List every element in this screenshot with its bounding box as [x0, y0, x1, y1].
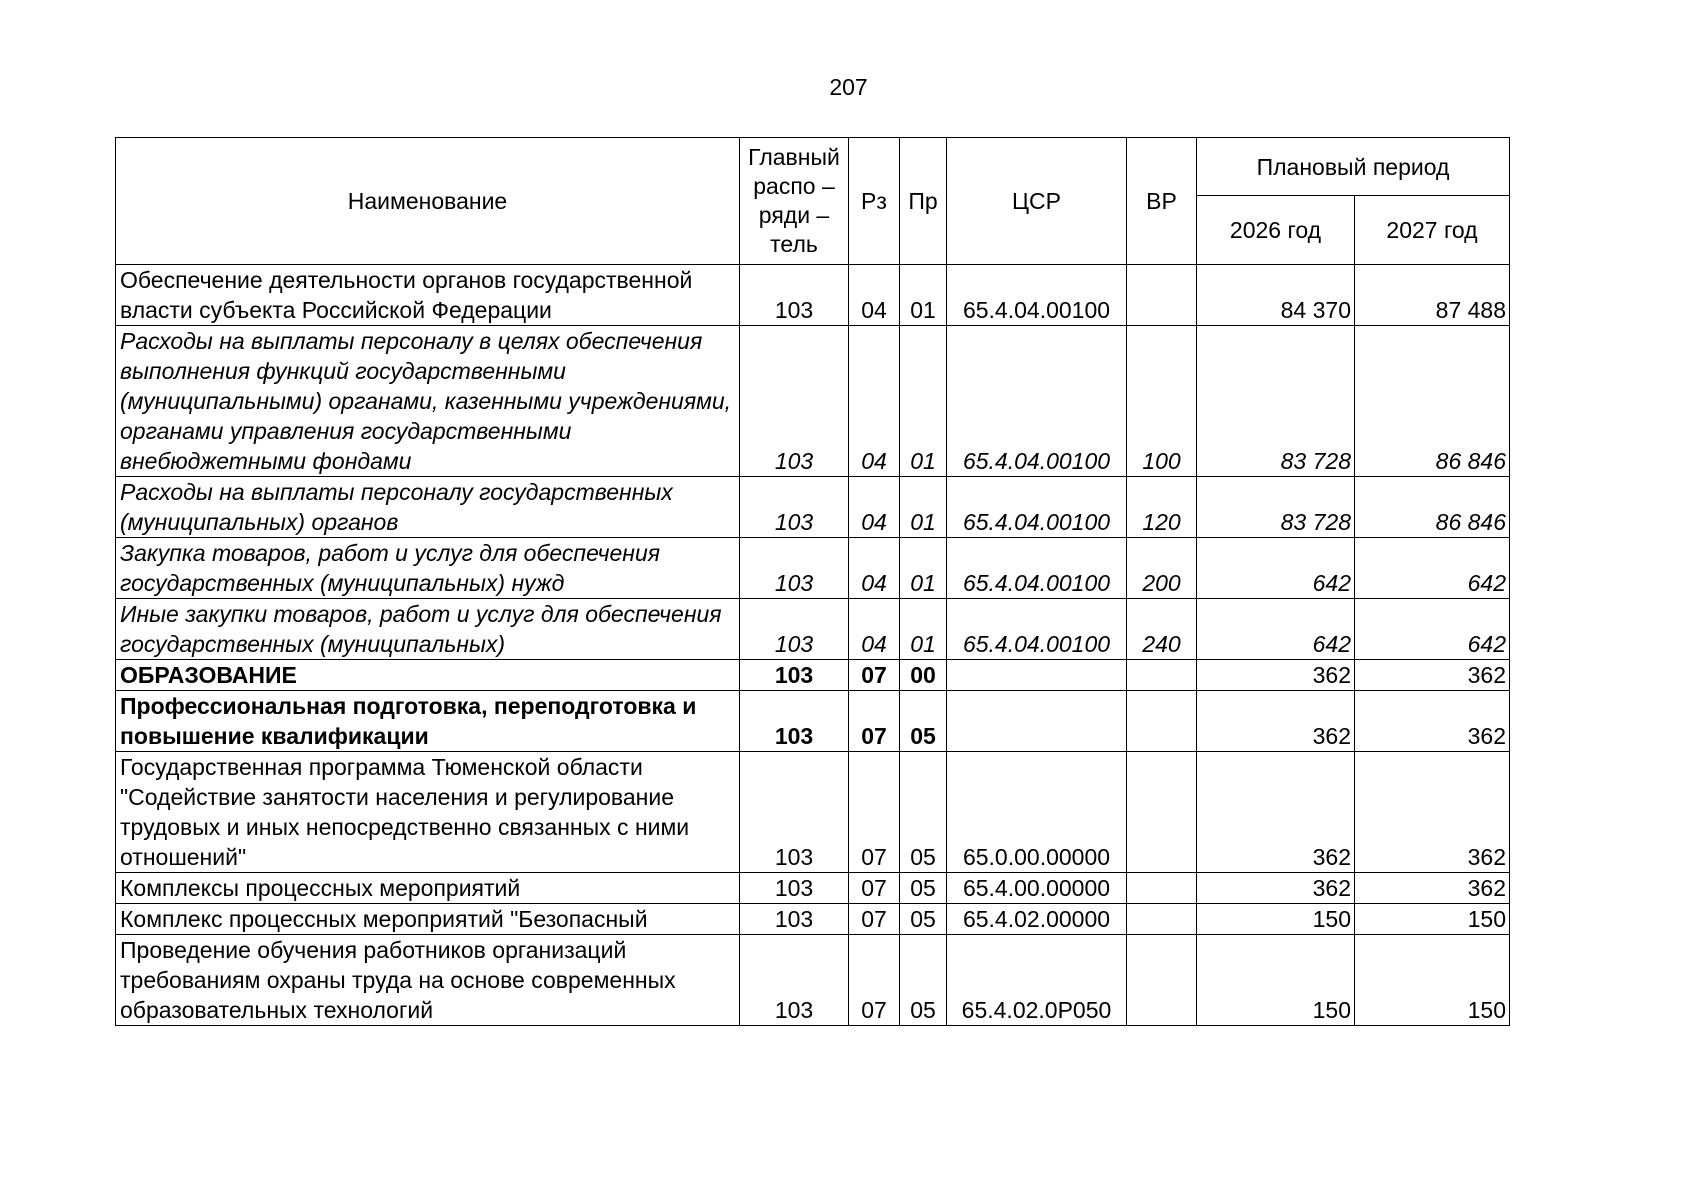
row-name: Закупка товаров, работ и услуг для обеспечения государственных (муниципальных) нужд	[116, 538, 740, 599]
row-rz: 07	[849, 660, 900, 691]
row-rz: 04	[849, 538, 900, 599]
row-name: Расходы на выплаты персоналу государственных (муниципальных) органов	[116, 477, 740, 538]
row-csr	[947, 691, 1127, 752]
row-vr	[1127, 935, 1197, 1026]
table-row	[116, 904, 1510, 935]
table-row	[116, 599, 1510, 660]
table-row	[116, 752, 1510, 873]
row-2027: 150	[1355, 935, 1510, 1026]
row-rz: 07	[849, 873, 900, 904]
row-2027: 642	[1355, 538, 1510, 599]
row-2027: 150	[1355, 904, 1510, 935]
header-vr: ВР	[1127, 138, 1197, 265]
row-csr: 65.4.04.00100	[947, 265, 1127, 326]
row-pr: 05	[900, 873, 947, 904]
row-grbs: 103	[740, 265, 849, 326]
row-vr	[1127, 265, 1197, 326]
header-name: Наименование	[116, 138, 740, 265]
header-csr: ЦСР	[947, 138, 1127, 265]
row-vr	[1127, 691, 1197, 752]
row-grbs: 103	[740, 873, 849, 904]
row-csr: 65.4.04.00100	[947, 477, 1127, 538]
header-main-manager: Главный распо – ряди – тель	[740, 138, 849, 265]
row-pr: 01	[900, 326, 947, 477]
row-grbs: 103	[740, 904, 849, 935]
row-csr	[947, 660, 1127, 691]
row-pr: 01	[900, 599, 947, 660]
table-row	[116, 538, 1510, 599]
row-2027: 642	[1355, 599, 1510, 660]
row-name: Профессиональная подготовка, переподготовка и повышение квалификации	[116, 691, 740, 752]
row-name: Обеспечение деятельности органов государственной власти субъекта Российской Федерации	[116, 265, 740, 326]
row-pr: 01	[900, 265, 947, 326]
row-vr: 200	[1127, 538, 1197, 599]
row-pr: 05	[900, 935, 947, 1026]
row-2027: 86 846	[1355, 477, 1510, 538]
row-grbs: 103	[740, 752, 849, 873]
row-vr	[1127, 660, 1197, 691]
row-2026: 362	[1197, 752, 1355, 873]
header-year-2027: 2027 год	[1355, 196, 1510, 265]
row-2026: 150	[1197, 904, 1355, 935]
table-row	[116, 265, 1510, 326]
row-grbs: 103	[740, 326, 849, 477]
row-grbs: 103	[740, 660, 849, 691]
row-pr: 05	[900, 691, 947, 752]
row-2026: 362	[1197, 660, 1355, 691]
table-row	[116, 873, 1510, 904]
row-vr: 100	[1127, 326, 1197, 477]
row-csr: 65.4.00.00000	[947, 873, 1127, 904]
row-2027: 86 846	[1355, 326, 1510, 477]
row-grbs: 103	[740, 599, 849, 660]
row-name: Комплексы процессных мероприятий	[116, 873, 740, 904]
row-2026: 83 728	[1197, 326, 1355, 477]
row-csr: 65.0.00.00000	[947, 752, 1127, 873]
row-2027: 87 488	[1355, 265, 1510, 326]
row-2027: 362	[1355, 691, 1510, 752]
row-vr	[1127, 873, 1197, 904]
row-2026: 362	[1197, 873, 1355, 904]
table-row	[116, 660, 1510, 691]
page-number: 207	[829, 74, 868, 100]
table-row	[116, 691, 1510, 752]
header-year-2026: 2026 год	[1197, 196, 1355, 265]
row-grbs: 103	[740, 691, 849, 752]
row-rz: 04	[849, 477, 900, 538]
row-2027: 362	[1355, 752, 1510, 873]
header-planned-period: Плановый период	[1197, 138, 1510, 196]
row-rz: 07	[849, 904, 900, 935]
row-grbs: 103	[740, 538, 849, 599]
row-name: Комплекс процессных мероприятий "Безопасный	[116, 904, 740, 935]
table-row	[116, 326, 1510, 477]
row-rz: 04	[849, 326, 900, 477]
row-csr: 65.4.04.00100	[947, 599, 1127, 660]
row-vr	[1127, 904, 1197, 935]
row-name: Расходы на выплаты персоналу в целях обеспечения выполнения функций государственными (муниципальными) органами, казенными учреждениями, органами управления государственными внебюджетными фондами	[116, 326, 740, 477]
row-2027: 362	[1355, 660, 1510, 691]
row-name: Иные закупки товаров, работ и услуг для обеспечения государственных (муниципальных)	[116, 599, 740, 660]
row-pr: 01	[900, 538, 947, 599]
budget-table	[115, 137, 1510, 1026]
row-csr: 65.4.02.0Р050	[947, 935, 1127, 1026]
row-2026: 84 370	[1197, 265, 1355, 326]
row-name: ОБРАЗОВАНИЕ	[116, 660, 740, 691]
header-pr: Пр	[900, 138, 947, 265]
row-rz: 04	[849, 265, 900, 326]
row-2026: 150	[1197, 935, 1355, 1026]
row-csr: 65.4.04.00100	[947, 538, 1127, 599]
row-2026: 642	[1197, 599, 1355, 660]
row-rz: 04	[849, 599, 900, 660]
row-pr: 01	[900, 477, 947, 538]
row-2026: 83 728	[1197, 477, 1355, 538]
row-vr: 120	[1127, 477, 1197, 538]
row-csr: 65.4.02.00000	[947, 904, 1127, 935]
table-row	[116, 935, 1510, 1026]
row-2026: 642	[1197, 538, 1355, 599]
row-2027: 362	[1355, 873, 1510, 904]
row-vr: 240	[1127, 599, 1197, 660]
row-pr: 05	[900, 752, 947, 873]
row-grbs: 103	[740, 477, 849, 538]
row-name: Государственная программа Тюменской области "Содействие занятости населения и регулирование трудовых и иных непосредственно связанных с ними отношений"	[116, 752, 740, 873]
row-grbs: 103	[740, 935, 849, 1026]
header-rz: Рз	[849, 138, 900, 265]
row-pr: 00	[900, 660, 947, 691]
row-vr	[1127, 752, 1197, 873]
row-pr: 05	[900, 904, 947, 935]
row-rz: 07	[849, 691, 900, 752]
row-csr: 65.4.04.00100	[947, 326, 1127, 477]
row-name: Проведение обучения работников организаций требованиям охраны труда на основе современных образовательных технологий	[116, 935, 740, 1026]
row-2026: 362	[1197, 691, 1355, 752]
row-rz: 07	[849, 935, 900, 1026]
table-row	[116, 477, 1510, 538]
row-rz: 07	[849, 752, 900, 873]
